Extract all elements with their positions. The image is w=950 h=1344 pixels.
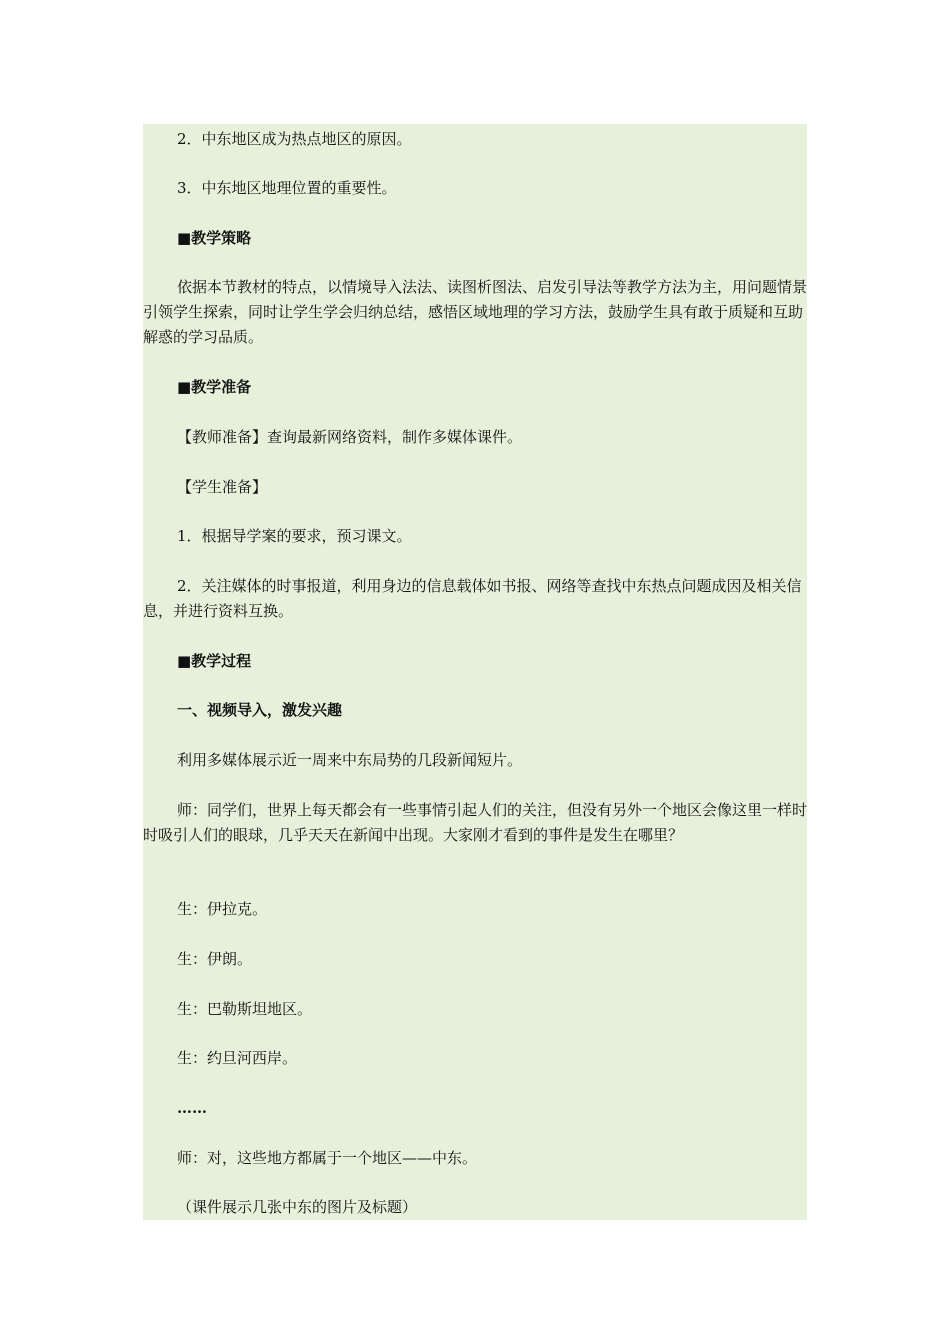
video-intro-paragraph: 利用多媒体展示近一周来中东局势的几段新闻短片。	[177, 751, 523, 769]
courseware-note: （课件展示几张中东的图片及标题）	[177, 1198, 418, 1216]
student-preparation-item-2: 2．关注媒体的时事报道，利用身边的信息载体如书报、网络等查找中东热点问题成因及相关信息，并进行资料互换。	[143, 577, 802, 620]
section-heading-strategy: ■教学策略	[177, 229, 252, 247]
ellipsis-line: ……	[177, 1099, 207, 1117]
student-preparation-heading: 【学生准备】	[177, 478, 268, 496]
teacher-reply: 师：对，这些地方都属于一个地区——中东。	[177, 1149, 478, 1167]
student-answer-3: 生：巴勒斯坦地区。	[177, 1000, 313, 1018]
teacher-preparation: 【教师准备】查询最新网络资料，制作多媒体课件。	[177, 428, 523, 446]
objective-item-3: 3．中东地区地理位置的重要性。	[177, 179, 397, 197]
teacher-question: 师：同学们，世界上每天都会有一些事情引起人们的关注，但没有另外一个地区会像这里一样时时吸引人们的眼球，几乎天天在新闻中出现。大家刚才看到的事件是发生在哪里？	[143, 801, 808, 844]
student-answer-4: 生：约旦河西岸。	[177, 1049, 298, 1067]
student-answer-1: 生：伊拉克。	[177, 900, 268, 918]
subsection-heading-video-intro: 一、视频导入，激发兴趣	[177, 701, 343, 719]
student-preparation-item-1: 1．根据导学案的要求，预习课文。	[177, 527, 412, 545]
student-answer-2: 生：伊朗。	[177, 950, 253, 968]
strategy-paragraph: 依据本节教材的特点，以情境导入法法、读图析图法、启发引导法等教学方法为主，用问题情景引领学生探索，同时让学生学会归纳总结，感悟区域地理的学习方法，鼓励学生具有敢于质疑和互助解惑的学习品质。	[143, 278, 808, 346]
objective-item-2: 2．中东地区成为热点地区的原因。	[177, 130, 412, 148]
document-page	[143, 124, 807, 1220]
section-heading-process: ■教学过程	[177, 652, 252, 670]
section-heading-preparation: ■教学准备	[177, 378, 252, 396]
